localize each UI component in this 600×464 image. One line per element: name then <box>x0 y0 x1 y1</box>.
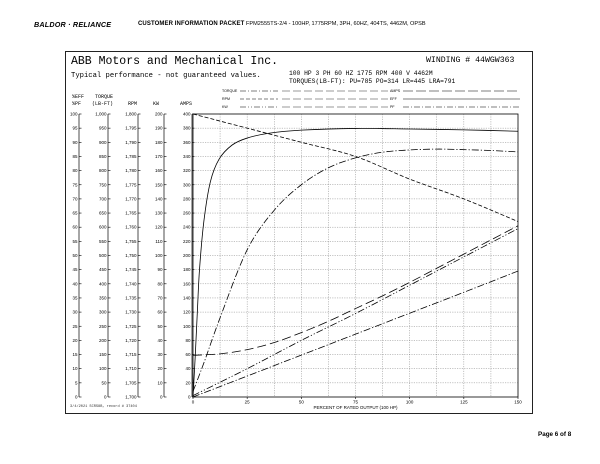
rpm-axis-tick-label: 1,730 <box>125 309 137 315</box>
rpm-axis-tick-label: 1,715 <box>125 352 137 358</box>
rpm-axis-tick-label: 1,700 <box>125 394 137 400</box>
disclaimer-text: Typical performance - not guaranteed values. <box>71 72 261 80</box>
kw-axis-tick-label: 130 <box>154 210 163 216</box>
torque-axis-tick-label: 100 <box>98 366 107 372</box>
torque-axis-tick-label: 300 <box>98 309 107 315</box>
x-axis-tick-label: 25 <box>244 399 250 405</box>
pct-axis-tick-label: 80 <box>72 168 78 174</box>
legend-middle-rules <box>282 91 388 107</box>
kw-axis-tick-label: 170 <box>154 153 163 159</box>
pct-axis-tick-label: 100 <box>69 111 78 117</box>
rpm-axis-tick-label: 1,795 <box>125 125 137 131</box>
kw-axis-tick-label: 150 <box>154 182 163 188</box>
pct-axis-tick-label: 60 <box>72 224 78 230</box>
kw-axis-tick-label: 140 <box>154 196 163 202</box>
header-pct-eff: %EFF <box>72 94 85 100</box>
pct-axis-tick-label: 75 <box>72 182 78 188</box>
torque-axis-tick-label: 800 <box>98 168 107 174</box>
kw-axis-tick-label: 0 <box>159 394 163 400</box>
motor-specs: 100 HP 3 PH 60 HZ 1775 RPM 400 V 4462M <box>289 70 433 77</box>
pct-axis-tick-label: 45 <box>72 267 78 273</box>
rpm-axis-tick-label: 1,790 <box>125 139 137 145</box>
rpm-axis-tick-label: 1,760 <box>125 224 137 230</box>
pct-axis-tick-label: 90 <box>72 139 78 145</box>
amps-axis-tick-label: 160 <box>182 281 191 287</box>
pct-axis-tick-label: 30 <box>72 309 78 315</box>
torque-axis-tick-label: 900 <box>98 139 107 145</box>
pct-axis-tick-label: 0 <box>74 394 78 400</box>
page-number: Page 6 of 8 <box>538 431 572 438</box>
x-axis-tick-label: 150 <box>514 399 522 405</box>
torque-axis-tick-label: 550 <box>98 238 107 244</box>
pct-axis-tick-label: 50 <box>72 253 78 258</box>
amps-axis-tick-label: 20 <box>185 380 191 386</box>
amps-axis-tick-label: 260 <box>182 210 191 216</box>
rpm-axis-tick-label: 1,765 <box>125 210 137 216</box>
torque-axis-tick-label: 400 <box>98 281 107 287</box>
pct-axis-tick-label: 85 <box>72 153 78 159</box>
legend-eff-label: EFF <box>390 97 397 101</box>
chart-y-axes <box>70 112 195 400</box>
header-torque: TORQUE <box>95 94 114 100</box>
kw-axis-tick-label: 100 <box>154 253 163 258</box>
amps-axis-tick-label: 280 <box>182 196 191 202</box>
rpm-axis-tick-label: 1,705 <box>125 380 137 386</box>
pct-axis-tick-label: 40 <box>72 281 78 287</box>
pct-axis-tick-label: 70 <box>72 196 78 202</box>
rpm-axis-tick-label: 1,745 <box>125 267 137 273</box>
amps-axis-tick-label: 100 <box>182 323 191 329</box>
kw-axis-tick-label: 190 <box>154 125 163 131</box>
amps-axis-tick-label: 320 <box>182 168 191 174</box>
kw-axis-tick-label: 80 <box>157 281 163 287</box>
pct-axis-tick-label: 95 <box>72 125 78 131</box>
amps-axis-tick-label: 40 <box>185 366 191 372</box>
rpm-axis-tick-label: 1,740 <box>125 281 137 287</box>
kw-axis-tick-label: 180 <box>154 139 163 145</box>
kw-axis-tick-label: 200 <box>154 111 163 117</box>
torque-axis-tick-label: 700 <box>98 196 107 202</box>
pct-axis-tick-label: 5 <box>74 380 78 386</box>
pct-axis-tick-label: 65 <box>72 210 78 216</box>
rpm-axis-tick-label: 1,755 <box>125 238 137 244</box>
kw-axis-tick-label: 160 <box>154 168 163 174</box>
torque-axis-tick-label: 0 <box>103 394 107 400</box>
manufacturer-name: ABB Motors and Mechanical Inc. <box>71 55 279 68</box>
torque-axis-tick-label: 750 <box>98 182 107 188</box>
rpm-axis-tick-label: 1,775 <box>125 182 137 188</box>
amps-axis-tick-label: 380 <box>182 125 191 131</box>
header-rpm: RPM <box>128 101 138 107</box>
torque-axis-tick-label: 200 <box>98 337 107 343</box>
torque-axis-tick-label: 500 <box>98 253 107 258</box>
pct-axis-tick-label: 20 <box>72 337 78 343</box>
kw-axis-tick-label: 60 <box>157 309 163 315</box>
torque-axis-tick-label: 850 <box>98 153 107 159</box>
rpm-axis-tick-label: 1,735 <box>125 295 137 301</box>
rpm-axis-tick-label: 1,710 <box>125 366 137 372</box>
legend-amps-label: AMPS <box>390 89 401 93</box>
rpm-axis-tick-label: 1,720 <box>125 337 137 343</box>
kw-axis-tick-label: 40 <box>157 337 163 343</box>
pct-axis-tick-label: 35 <box>72 295 78 301</box>
torque-specs: TORQUES(LB-FT): PU=785 PO=314 LR=445 LRA=791 <box>289 78 456 85</box>
x-axis-tick-label: 125 <box>460 399 468 405</box>
pct-axis-tick-label: 25 <box>72 323 78 329</box>
kw-axis-tick-label: 110 <box>155 238 163 244</box>
amps-axis-tick-label: 80 <box>185 337 191 343</box>
amps-axis-tick-label: 240 <box>182 224 191 230</box>
torque-axis-tick-label: 150 <box>98 352 107 358</box>
torque-axis-tick-label: 1,000 <box>95 111 107 117</box>
kw-axis-tick-label: 90 <box>157 267 163 273</box>
pct-axis-tick-label: 10 <box>72 366 78 372</box>
header-torque-unit: (LB-FT) <box>92 101 114 107</box>
torque-axis-tick-label: 50 <box>101 380 107 386</box>
header-pct-pf: %PF <box>72 101 82 107</box>
legend-left <box>222 89 278 109</box>
amps-axis-tick-label: 140 <box>182 295 191 301</box>
rpm-axis-tick-label: 1,800 <box>125 111 137 117</box>
kw-axis-tick-label: 120 <box>154 224 163 230</box>
legend-kw-label: KW <box>222 105 228 109</box>
rpm-axis-tick-label: 1,780 <box>125 168 137 174</box>
header-kw: KW <box>153 101 160 107</box>
rpm-axis-tick-label: 1,785 <box>125 153 137 159</box>
legend-torque-label: TORQUE <box>222 89 238 93</box>
pct-axis-tick-label: 15 <box>72 352 78 358</box>
header-amps: AMPS <box>180 101 193 107</box>
torque-axis-tick-label: 650 <box>98 210 107 216</box>
legend-rpm-label: RPM <box>222 97 230 101</box>
amps-axis-tick-label: 120 <box>182 309 191 315</box>
amps-axis-tick-label: 400 <box>182 111 191 117</box>
amps-axis-tick-label: 60 <box>185 352 191 358</box>
company-logo: BALDOR · RELIANCE <box>34 20 112 29</box>
rpm-axis-tick-label: 1,725 <box>125 323 137 329</box>
packet-title: CUSTOMER INFORMATION PACKET <box>138 21 245 27</box>
chart-grid <box>193 114 518 397</box>
x-axis-label: PERCENT OF RATED OUTPUT (100 HP) <box>313 405 398 410</box>
winding-number: WINDING # 44WGW363 <box>426 56 515 65</box>
rpm-axis-tick-label: 1,770 <box>125 196 137 202</box>
x-axis-tick-label: 0 <box>191 399 195 405</box>
amps-axis-tick-label: 220 <box>182 238 191 244</box>
kw-axis-tick-label: 30 <box>157 352 163 358</box>
record-note: 3/4/2021 SCRS8B, record # 37404 <box>70 405 137 409</box>
kw-axis-tick-label: 10 <box>157 380 163 386</box>
torque-axis-tick-label: 450 <box>98 267 107 273</box>
legend-right <box>390 89 520 109</box>
amps-axis-tick-label: 0 <box>187 394 191 400</box>
kw-axis-tick-label: 50 <box>157 323 163 329</box>
x-axis-tick-label: 75 <box>352 399 359 405</box>
torque-axis-tick-label: 950 <box>98 125 107 131</box>
product-descriptor: FPM2555TS-2/4 - 100HP, 1775RPM, 3PH, 60HZ, 404TS, 4462M, OPSB <box>246 21 426 27</box>
torque-axis-tick-label: 250 <box>98 323 107 329</box>
amps-axis-tick-label: 300 <box>182 182 191 188</box>
kw-axis-tick-label: 20 <box>157 366 163 372</box>
pct-axis-tick-label: 55 <box>72 238 78 244</box>
kw-axis-tick-label: 70 <box>157 295 163 301</box>
amps-axis-tick-label: 180 <box>182 267 191 273</box>
torque-axis-tick-label: 600 <box>98 224 107 230</box>
rpm-axis-tick-label: 1,750 <box>125 253 137 258</box>
legend-pf-label: PF <box>390 105 395 109</box>
amps-axis-tick-label: 340 <box>182 153 191 159</box>
amps-axis-tick-label: 200 <box>182 253 191 258</box>
x-axis-tick-label: 50 <box>298 399 304 405</box>
amps-axis-tick-label: 360 <box>182 139 191 145</box>
chart-x-axis <box>192 397 523 405</box>
x-axis-tick-label: 100 <box>405 399 414 405</box>
torque-axis-tick-label: 350 <box>98 295 107 301</box>
